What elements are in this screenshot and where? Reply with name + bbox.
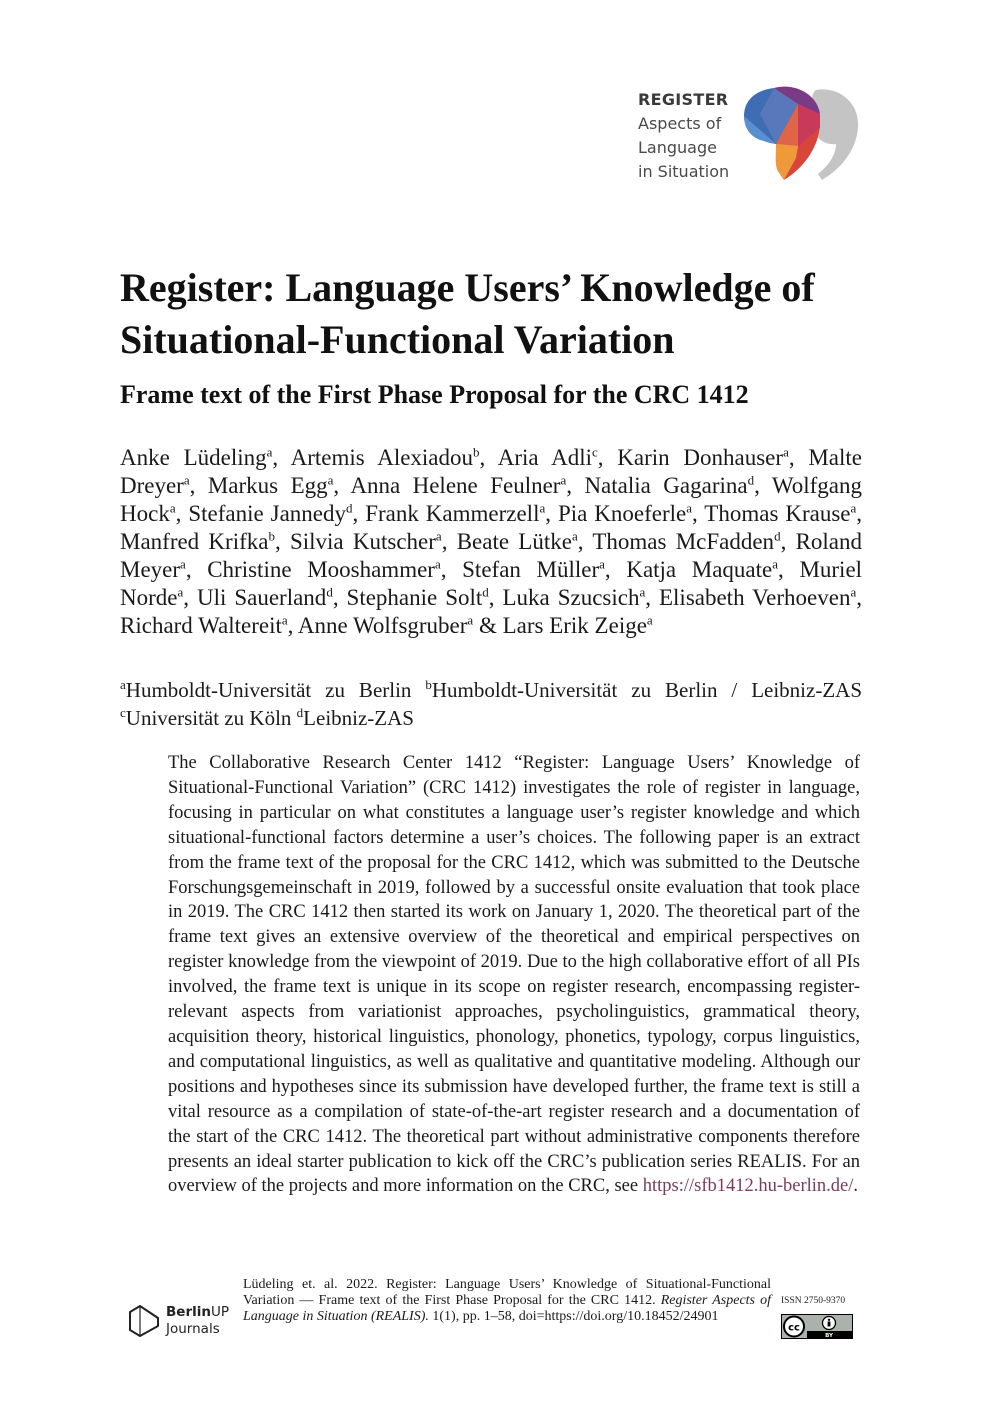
publisher-logo — [126, 1302, 236, 1342]
author-affiliation-mark: b — [473, 444, 480, 460]
author-list: Anke Lüdeling$^a$, Artemis Alexiadou$^b$, Aria Adli$^c$, Karin Donhauser$^a$, Malte Dreyer$^a$, Markus Egg$^a$, Anna Helene Feulner$^a$, Natalia Gagarina$^d$, Wolfgang Hock$^a$, Stefanie Jannedy$^d$, Frank Kammerzell$^a$, Pia Knoeferle$^a$, Thomas Krause$^a$, Manfred Krifka$^b$, Silvia Kutscher$^a$, Beate Lütke$^a$, Thomas McFadden$^d$, Roland Meyer$^a$, Christine Mooshammer$^a$, Stefan Müller$^a$, Katja Maquate$^a$, Muriel Norde$^a$, Uli Sauerland$^d$, Stephanie Solt$^d$, Luka Szucsich$^a$, Elisabeth Verhoeven$^a$, Richard Waltereit$^a$, Anne Wolfsgruber$^a$ & Lars Erik Zeige$^a$ — [120, 444, 863, 638]
author-name: Stefanie Jannedy — [188, 501, 346, 526]
abstract-end: . — [853, 1176, 859, 1197]
author-name: Artemis Alexiadou — [290, 445, 474, 470]
author-affiliation-mark: a — [783, 444, 789, 460]
affiliation-name: Humboldt-Universität zu Berlin / Leibniz-ZAS — [431, 678, 862, 702]
affiliation-name: Universität zu Köln — [125, 706, 292, 730]
author-affiliation-mark: d — [345, 500, 353, 516]
quotation-mark-logo-icon — [738, 84, 863, 184]
author-name: Pia Knoeferle — [557, 501, 687, 526]
affiliation-name: Humboldt-Universität zu Berlin — [125, 678, 412, 702]
logo-line-1: Aspects of — [638, 114, 722, 133]
svg-text:cc: cc — [788, 1322, 800, 1334]
affiliation-key: a — [120, 677, 126, 692]
author-affiliation-mark: a — [435, 528, 442, 544]
author-affiliation-mark: a — [646, 612, 653, 628]
affiliation-key: c — [120, 705, 126, 720]
author-name: Luka Szucsich — [502, 585, 640, 610]
paper-title: Register: Language Users’ Knowledge of Situational-Functional Variation — [120, 265, 815, 362]
author-name: Malte Dreyer — [120, 445, 863, 498]
affiliation-key: b — [425, 677, 432, 692]
author-affiliation-mark: a — [434, 556, 441, 572]
issn: ISSN 2750-9370 — [781, 1296, 846, 1306]
author-affiliation-mark: a — [639, 584, 646, 600]
affiliation-name: Leibniz-ZAS — [303, 706, 414, 730]
cc-by-license-icon[interactable] — [781, 1314, 853, 1339]
logo-word: REGISTER — [638, 90, 729, 109]
author-affiliation-mark: a — [266, 444, 273, 460]
author-name: Lars Erik Zeige — [502, 613, 647, 638]
author-name: Anna Helene Feulner — [350, 473, 561, 498]
journal-logo — [638, 84, 868, 184]
author-name: Wolfgang Hock — [120, 473, 863, 526]
author-name: Anne Wolfsgruber — [297, 613, 468, 638]
author-affiliation-mark: a — [169, 500, 176, 516]
author-affiliation-mark: a — [571, 528, 578, 544]
author-affiliation-mark: d — [482, 584, 489, 600]
author-name: Aria Adli — [497, 445, 592, 470]
author-affiliation-mark: c — [592, 444, 598, 460]
publisher-journals: Journals — [166, 1321, 220, 1337]
author-name: Anke Lüdeling — [120, 445, 267, 470]
author-name: Silvia Kutscher — [289, 529, 436, 554]
logo-line-3: in Situation — [638, 162, 730, 181]
berlinup-play-icon — [126, 1304, 162, 1338]
author-affiliation-mark: a — [560, 472, 567, 488]
affiliation-list — [120, 676, 862, 732]
author-name: Frank Kammerzell — [365, 501, 540, 526]
author-name: Thomas Krause — [704, 501, 851, 526]
author-affiliation-mark: a — [850, 500, 857, 516]
author-name: Karin Donhauser — [617, 445, 784, 470]
author-affiliation-mark: a — [772, 556, 779, 572]
author-name: Elisabeth Verhoeven — [658, 585, 851, 610]
author-name: Uli Sauerland — [196, 585, 327, 610]
author-name: Stephanie Solt — [346, 585, 483, 610]
author-affiliation-mark: a — [327, 472, 334, 488]
citation-post: 1(1), pp. 1–58, doi=https://doi.org/10.18452/24901 — [428, 1309, 719, 1324]
author-affiliation-mark: a — [539, 500, 546, 516]
author-affiliation-mark: d — [326, 584, 333, 600]
affiliation-key: d — [296, 705, 304, 720]
author-name: Stefan Müller — [462, 557, 600, 582]
citation — [243, 1277, 771, 1325]
author-name: Muriel Norde — [120, 557, 863, 610]
abstract-text: The Collaborative Research Center 1412 “Register: Language Users’ Knowledge of Situational-Functional Variation” (CRC 1412) investigates the role of register in language, focusing in particular on what constitutes a language user’s register knowledge and which situational-functional factors determine a user’s choices. The following paper is an extract from the frame text of the proposal for the CRC 1412, which was submitted to the Deutsche Forschungsgemeinschaft in 2019, followed by a successful onsite evaluation that took place in 2019. The CRC 1412 then started its work on January 1, 2020. The theoretical part of the frame text gives an extensive overview of the theoretical and empirical perspectives on register knowledge from the viewpoint of 2019. Due to the high collaborative effort of all PIs involved, the frame text is unique in its scope on register research, encompassing register-relevant aspects from variationist approaches, psycholinguistics, grammatical theory, acquisition theory, historical linguistics, phonology, phonetics, typology, corpus linguistics, and computational linguistics, as well as qualitative and quantitative modeling. Although our positions and hypotheses since its submission have developed further, the frame text is still a vital resource as a compilation of state-of-the-art register research and a documentation of the start of the CRC 1412. The theoretical part without administrative components therefore presents an ideal starter publication to kick off the CRC’s publication series REALIS. For an overview of the projects and more information on the CRC, see — [168, 753, 860, 1197]
author-name: Thomas McFadden — [592, 529, 775, 554]
author-affiliation-mark: a — [180, 556, 186, 572]
author-name: Richard Waltereit — [120, 613, 282, 638]
author-affiliation-mark: a — [281, 612, 288, 628]
author-name: Natalia Gagarina — [584, 473, 748, 498]
author-affiliation-mark: a — [850, 584, 857, 600]
abstract — [168, 751, 860, 1199]
cc-by-label: BY — [825, 1333, 833, 1339]
author-name: Roland Meyer — [120, 529, 863, 582]
author-name: Beate Lütke — [456, 529, 572, 554]
author-affiliation-mark: a — [599, 556, 605, 572]
author-affiliation-mark: a — [183, 472, 190, 488]
author-name: Markus Egg — [207, 473, 328, 498]
publisher-name-rest: UP — [210, 1304, 230, 1320]
author-affiliation-mark: d — [747, 472, 755, 488]
author-affiliation-mark: a — [467, 612, 474, 628]
publisher-name — [166, 1304, 229, 1338]
paper-subtitle: Frame text of the First Phase Proposal for the CRC 1412 — [120, 380, 749, 409]
publisher-name-bold: Berlin — [166, 1304, 211, 1320]
author-name: Manfred Krifka — [120, 529, 269, 554]
citation-pre: Lüdeling et. al. 2022. Register: Language Users’ Knowledge of Situational-Functional Variation — Frame text of the First Phase Proposal for the CRC 1412. — [243, 1277, 771, 1308]
citation-journal: Register Aspects of Language in Situation (REALIS). — [243, 1293, 772, 1324]
author-affiliation-mark: b — [268, 528, 275, 544]
author-name: Katja Maquate — [626, 557, 773, 582]
author-affiliation-mark: a — [177, 584, 184, 600]
logo-text — [638, 88, 729, 184]
author-name: Christine Mooshammer — [207, 557, 435, 582]
author-affiliation-mark: d — [774, 528, 781, 544]
crc-website-link[interactable]: https://sfb1412.hu-berlin.de/ — [642, 1176, 854, 1197]
author-affiliation-mark: a — [686, 500, 693, 516]
logo-line-2: Language — [638, 138, 717, 157]
